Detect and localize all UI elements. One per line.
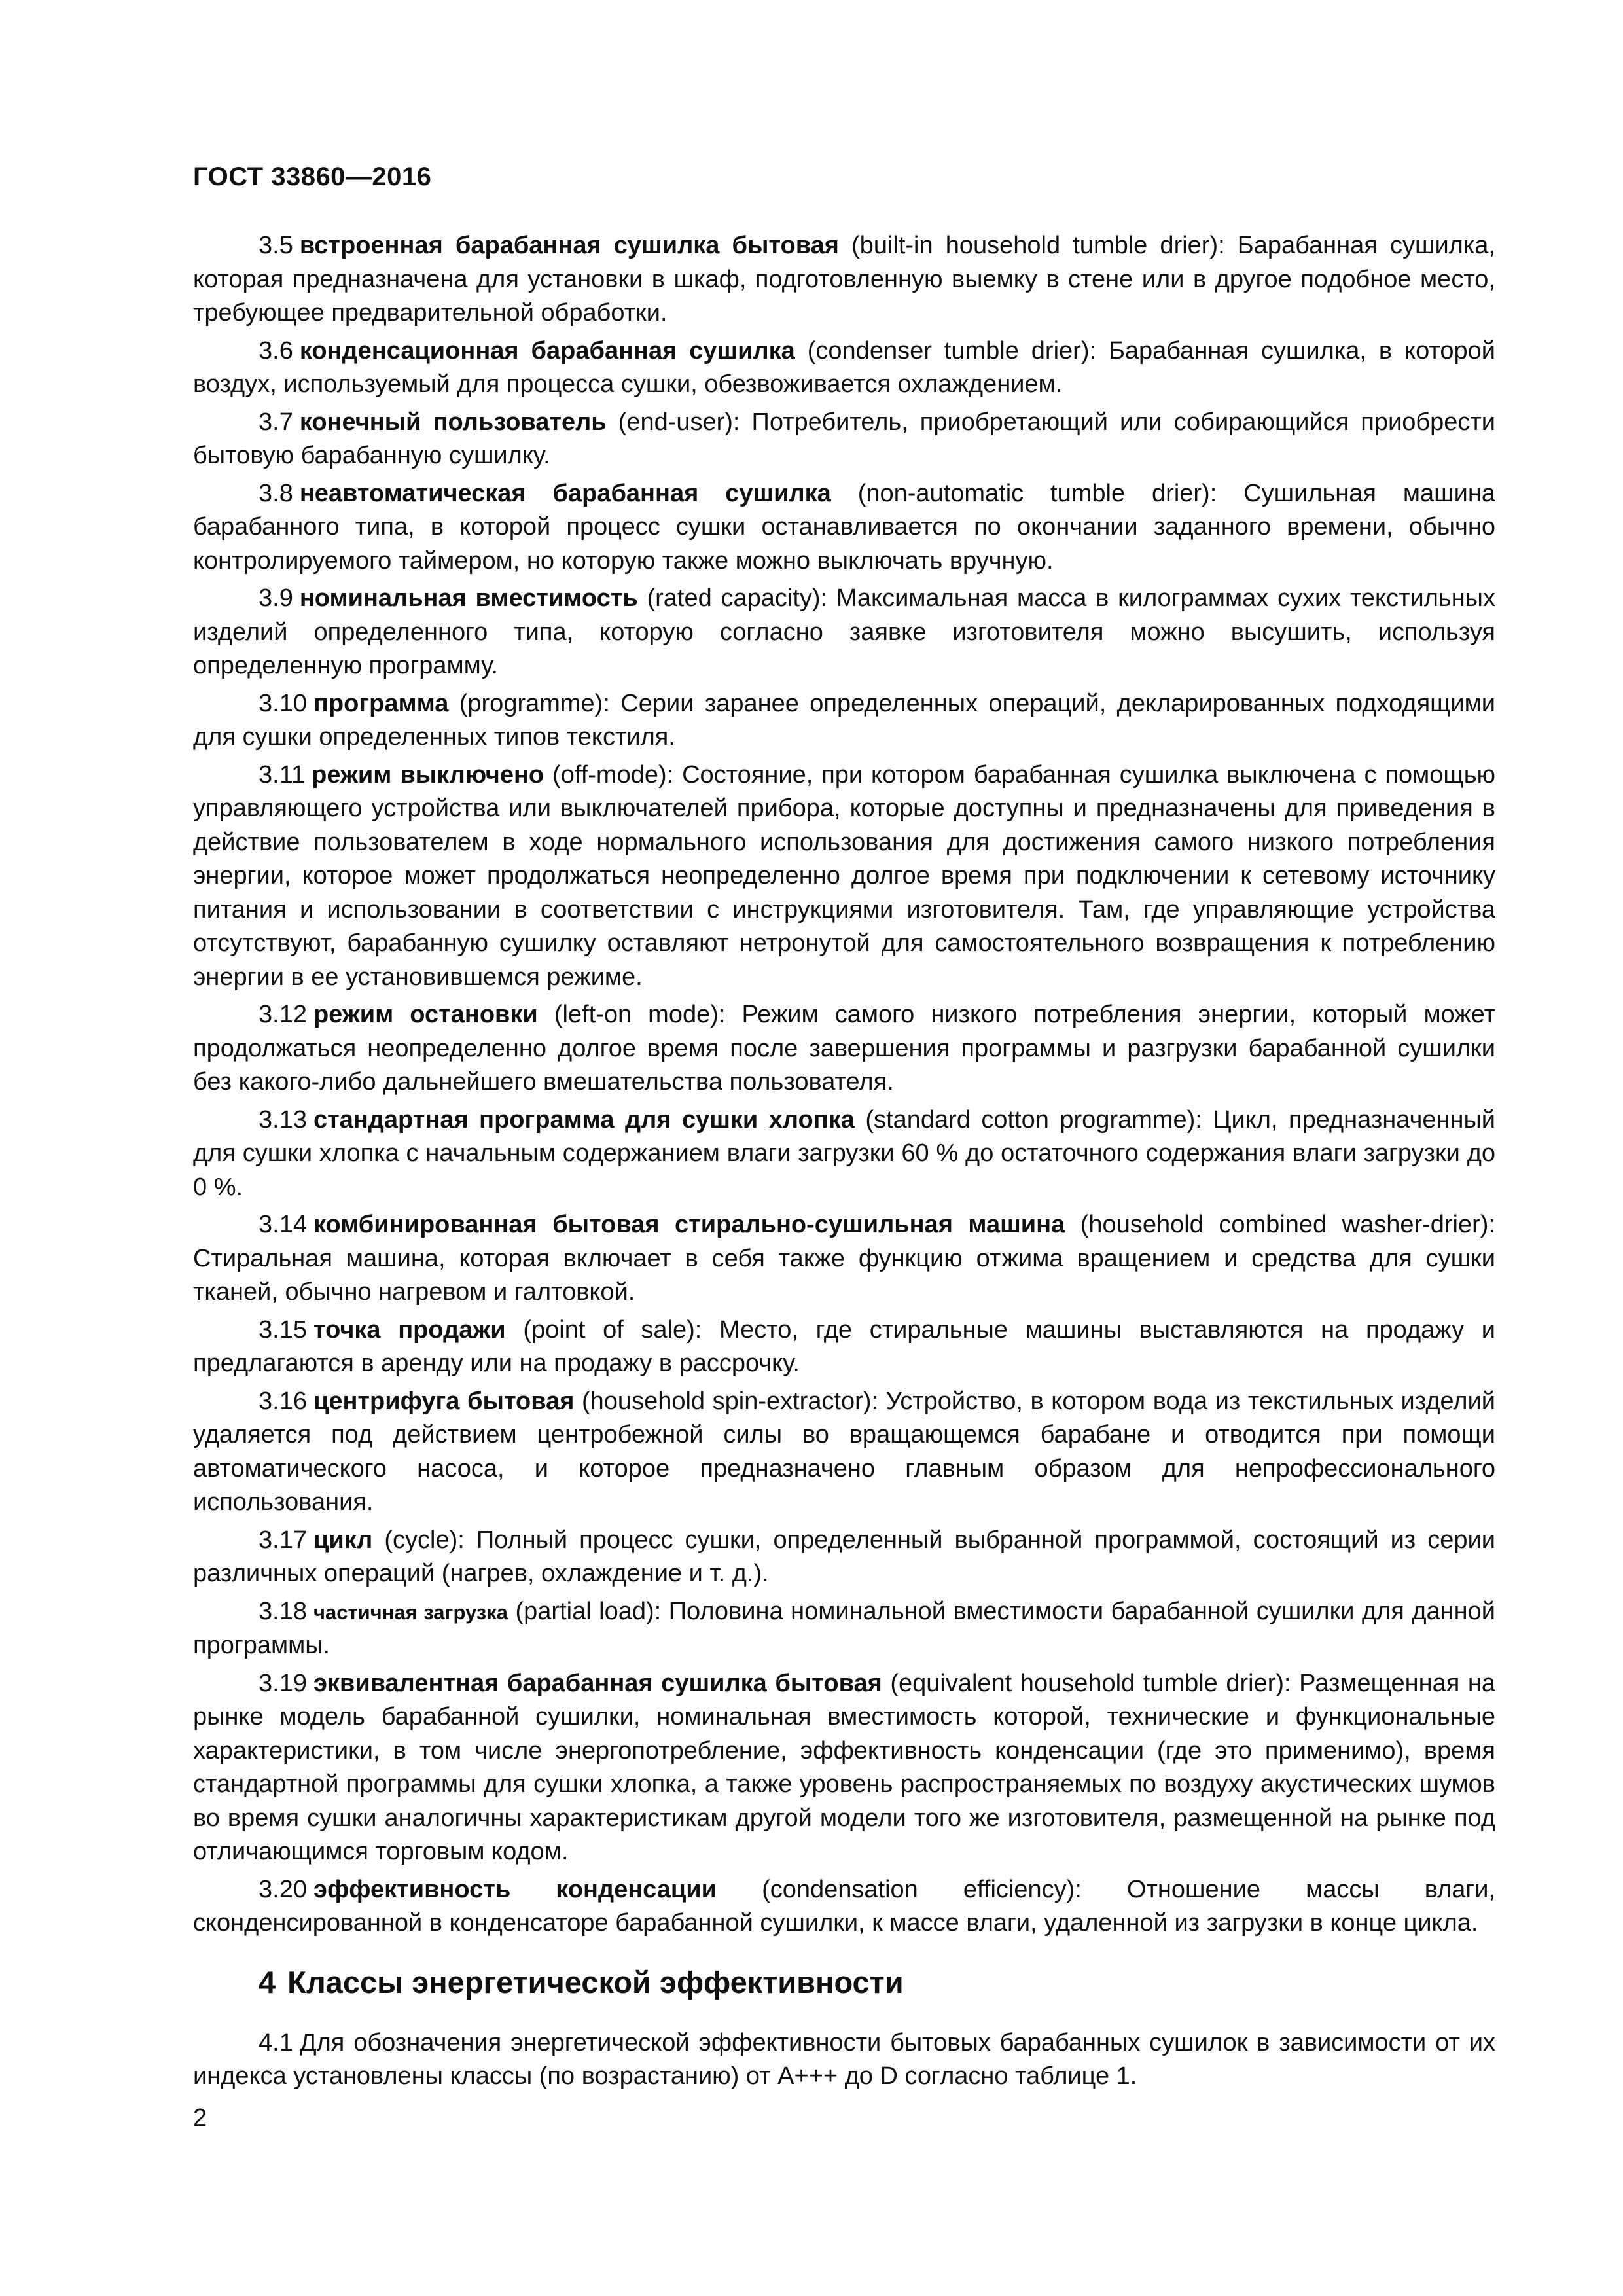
document-header: ГОСТ 33860—2016 bbox=[193, 162, 432, 191]
term: конечный пользователь bbox=[299, 408, 607, 436]
definition-3-6 bbox=[193, 334, 1495, 402]
page-number: 2 bbox=[193, 2104, 207, 2132]
clause-number: 3.15 bbox=[259, 1316, 307, 1344]
term: центрифуга бытовая bbox=[313, 1387, 575, 1415]
definition-text: (household spin-extractor): Устройство, в котором вода из текстильных изделий удаляется под действием центробежной силы во вращающемся барабане и отводится при помощи автоматического насоса, и которое предназначено главным образом для непрофессионального использования. bbox=[193, 1387, 1495, 1516]
definition-3-8 bbox=[193, 477, 1495, 579]
term: точка продажи bbox=[313, 1316, 506, 1344]
term: цикл bbox=[313, 1526, 373, 1554]
clause-number: 3.20 bbox=[259, 1875, 307, 1903]
term: режим выключено bbox=[312, 761, 544, 789]
definition-text: (end-user): Потребитель, приобретающий или собирающийся приобрести бытовую барабанную сушилку. bbox=[193, 408, 1495, 469]
definition-3-10 bbox=[193, 687, 1495, 755]
clause-number: 3.12 bbox=[259, 1001, 307, 1028]
term: частичная загрузка bbox=[313, 1600, 508, 1624]
definition-3-13 bbox=[193, 1103, 1495, 1205]
clause-number: 3.8 bbox=[259, 479, 293, 507]
section-title: Классы энергетической эффективности bbox=[287, 1964, 904, 2000]
definition-3-11 bbox=[193, 759, 1495, 995]
definition-3-5 bbox=[193, 229, 1495, 331]
clause-number: 3.6 bbox=[259, 336, 293, 365]
term: эффективность конденсации bbox=[313, 1875, 717, 1903]
term: конденсационная барабанная сушилка bbox=[299, 336, 795, 365]
definition-3-9 bbox=[193, 582, 1495, 683]
definition-3-14 bbox=[193, 1208, 1495, 1310]
clause-number: 3.13 bbox=[259, 1105, 307, 1134]
term: программа bbox=[313, 689, 449, 717]
clause-number: 3.9 bbox=[259, 584, 293, 612]
paragraph-text: Для обозначения энергетической эффективности бытовых барабанных сушилок в зависимости от их индекса установлены классы (по возрастанию) от A+++ до D согласно таблице 1. bbox=[193, 2028, 1495, 2090]
definition-3-17 bbox=[193, 1524, 1495, 1591]
term: эквивалентная барабанная сушилка бытовая bbox=[313, 1669, 882, 1697]
definition-text: (built-in household tumble drier): Барабанная сушилка, которая предназначена для установки в шкаф, подготовленную выемку в стене или в другое подобное место, требующее предварительной обработки. bbox=[193, 232, 1495, 327]
definition-text: (cycle): Полный процесс сушки, определенный выбранной программой, состоящий из серии различных операций (нагрев, охлаждение и т. д.). bbox=[193, 1526, 1495, 1587]
term: встроенная барабанная сушилка бытовая bbox=[299, 232, 839, 259]
clause-number: 3.11 bbox=[259, 761, 306, 789]
section-4-heading bbox=[259, 1964, 1495, 2000]
definition-text: (left-on mode): Режим самого низкого потребления энергии, который может продолжаться неопределенно долгое время после завершения программы и разгрузки барабанной сушилки без какого-либо дальнейшего вмешательства пользователя. bbox=[193, 1001, 1495, 1096]
term: комбинированная бытовая стирально-сушильная машина bbox=[313, 1211, 1065, 1238]
definition-text: (rated capacity): Максимальная масса в килограммах сухих текстильных изделий определенного типа, которую согласно заявке изготовителя можно высушить, используя определенную программу. bbox=[193, 584, 1495, 679]
document-body bbox=[193, 229, 1495, 2098]
definition-3-19 bbox=[193, 1667, 1495, 1869]
clause-number: 4.1 bbox=[259, 2028, 293, 2056]
definition-3-12 bbox=[193, 998, 1495, 1100]
clause-number: 3.16 bbox=[259, 1387, 307, 1415]
clause-number: 3.7 bbox=[259, 408, 293, 436]
definition-3-18 bbox=[193, 1595, 1495, 1663]
definition-text: (equivalent household tumble drier): Размещенная на рынке модель барабанной сушилки, номинальная вместимость которой, технические и функциональные характеристики, в том числе энергопотребление, эффективность конденсации (где это применимо), время стандартной программы для сушки хлопка, а также уровень распространяемых по воздуху акустических шумов во время сушки аналогичны характеристикам другой модели того же изготовителя, размещенной на рынке под отличающимся торговым кодом. bbox=[193, 1669, 1495, 1865]
section-number: 4 bbox=[259, 1964, 276, 2000]
clause-number: 3.19 bbox=[259, 1669, 307, 1697]
clause-number: 3.14 bbox=[259, 1211, 307, 1238]
definition-3-15 bbox=[193, 1314, 1495, 1381]
definition-text: (point of sale): Место, где стиральные машины выставляются на продажу и предлагаются в аренду или на продажу в рассрочку. bbox=[193, 1316, 1496, 1377]
definition-3-16 bbox=[193, 1385, 1495, 1520]
clause-number: 3.10 bbox=[259, 689, 307, 717]
definition-text: (household combined washer-drier): Стиральная машина, которая включает в себя также функцию отжима вращением и средства для сушки тканей, обычно нагревом и галтовкой. bbox=[193, 1211, 1495, 1306]
definition-3-7 bbox=[193, 406, 1495, 473]
term: номинальная вместимость bbox=[299, 584, 638, 612]
definition-text: (off-mode): Состояние, при котором барабанная сушилка выключена с помощью управляющего устройства или выключателей прибора, которые доступны и предназначены для приведения в действие пользователем в ходе нормального использования для достижения самого низкого потребления энергии, которое может продолжаться неопределенно долгое время при подключении к сетевому источнику питания и использовании в соответствии с инструкциями изготовителя. Там, где управляющие устройства отсутствуют, барабанную сушилку оставляют нетронутой для самостоятельного возвращения к потреблению энергии в ее установившемся режиме. bbox=[193, 761, 1495, 991]
definition-text: (standard cotton programme): Цикл, предназначенный для сушки хлопка с начальным содержанием влаги загрузки 60 % до остаточного содержания влаги загрузки до 0 %. bbox=[193, 1105, 1496, 1201]
definition-text: (condensation efficiency): Отношение массы влаги, сконденсированной в конденсаторе барабанной сушилки, к массе влаги, удаленной из загрузки в конце цикла. bbox=[193, 1875, 1495, 1937]
clause-number: 3.5 bbox=[259, 232, 293, 259]
definition-3-20 bbox=[193, 1873, 1495, 1941]
term: неавтоматическая барабанная сушилка bbox=[299, 479, 831, 507]
term: режим остановки bbox=[313, 1001, 538, 1028]
clause-number: 3.18 bbox=[259, 1597, 307, 1625]
paragraph-4-1 bbox=[193, 2026, 1495, 2094]
definition-text: (partial load): Половина номинальной вместимости барабанной сушилки для данной программы. bbox=[193, 1597, 1496, 1659]
definition-text: (non-automatic tumble drier): Сушильная машина барабанного типа, в которой процесс сушки останавливается по окончании заданного времени, обычно контролируемого таймером, но которую также можно выключать вручную. bbox=[193, 479, 1495, 575]
definition-text: (condenser tumble drier): Барабанная сушилка, в которой воздух, используемый для процесса сушки, обезвоживается охлаждением. bbox=[193, 336, 1495, 398]
clause-number: 3.17 bbox=[259, 1526, 307, 1554]
definition-text: (programme): Серии заранее определенных операций, декларированных подходящими для сушки определенных типов текстиля. bbox=[193, 689, 1495, 751]
term: стандартная программа для сушки хлопка bbox=[313, 1105, 855, 1134]
